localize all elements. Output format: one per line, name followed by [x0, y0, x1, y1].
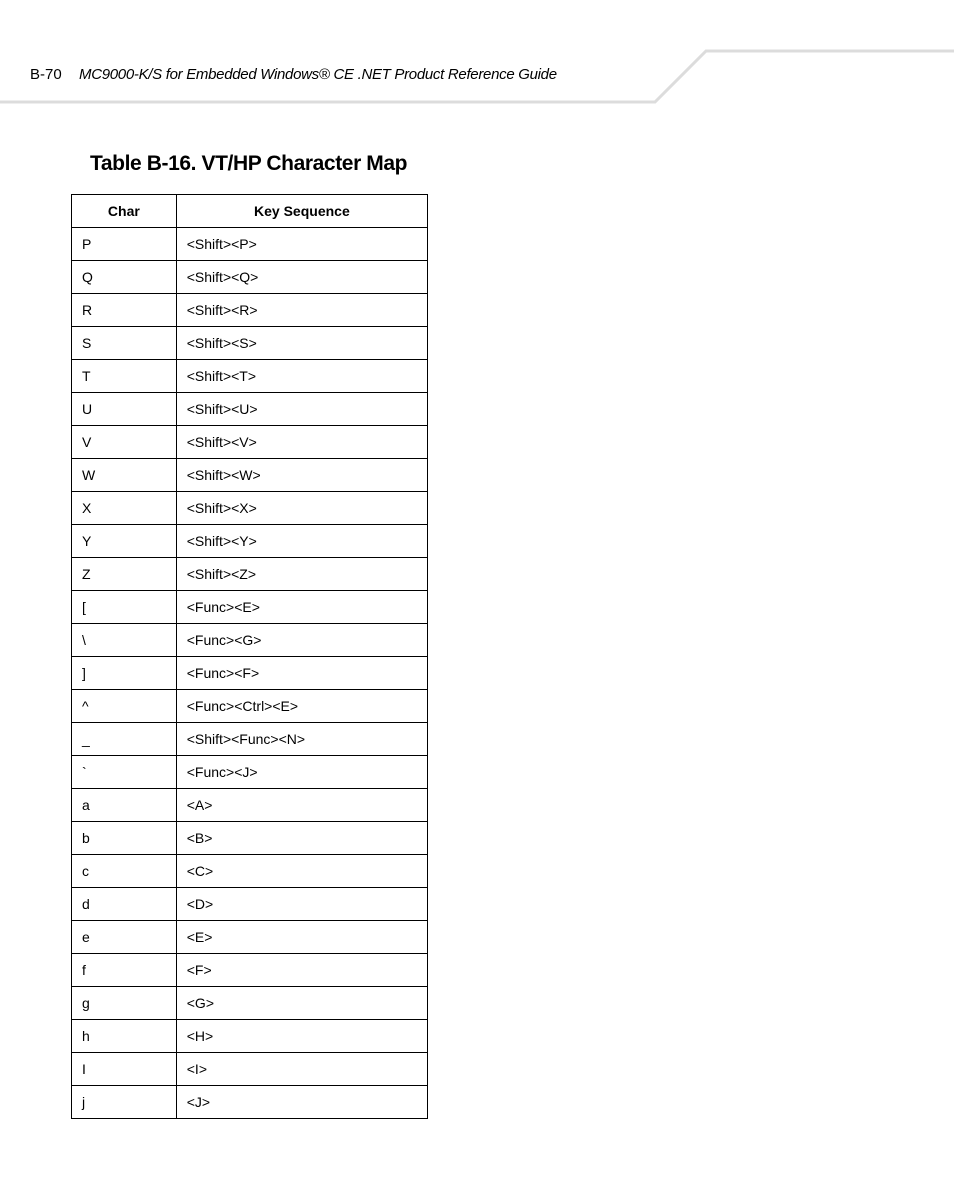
- table-row: [72, 1086, 428, 1119]
- char-cell: V: [72, 426, 177, 459]
- key-sequence-cell: <Shift><Q>: [176, 261, 427, 294]
- key-sequence-cell: <Shift><Z>: [176, 558, 427, 591]
- table-row: [72, 327, 428, 360]
- char-cell: W: [72, 459, 177, 492]
- table-row: [72, 492, 428, 525]
- key-sequence-cell: <Shift><U>: [176, 393, 427, 426]
- table-row: [72, 888, 428, 921]
- table-row: [72, 822, 428, 855]
- table-row: [72, 459, 428, 492]
- character-map-table: [71, 194, 428, 1119]
- char-cell: T: [72, 360, 177, 393]
- table-row: [72, 1053, 428, 1086]
- key-sequence-cell: <F>: [176, 954, 427, 987]
- char-cell: b: [72, 822, 177, 855]
- table-row: [72, 657, 428, 690]
- key-sequence-cell: <Shift><Func><N>: [176, 723, 427, 756]
- table-header-row: [72, 195, 428, 228]
- char-cell: e: [72, 921, 177, 954]
- char-cell: S: [72, 327, 177, 360]
- char-cell: [: [72, 591, 177, 624]
- char-cell: I: [72, 1053, 177, 1086]
- table-row: [72, 558, 428, 591]
- key-sequence-cell: <Func><E>: [176, 591, 427, 624]
- header-rule: [0, 0, 954, 110]
- char-cell: \: [72, 624, 177, 657]
- table-body: [72, 228, 428, 1119]
- key-sequence-cell: <C>: [176, 855, 427, 888]
- key-sequence-cell: <Shift><T>: [176, 360, 427, 393]
- key-sequence-cell: <E>: [176, 921, 427, 954]
- key-sequence-cell: <Shift><X>: [176, 492, 427, 525]
- char-cell: ]: [72, 657, 177, 690]
- char-cell: Z: [72, 558, 177, 591]
- key-sequence-cell: <I>: [176, 1053, 427, 1086]
- table-row: [72, 426, 428, 459]
- table-row: [72, 393, 428, 426]
- key-sequence-cell: <Func><J>: [176, 756, 427, 789]
- table-row: [72, 360, 428, 393]
- table-row: [72, 921, 428, 954]
- table-row: [72, 624, 428, 657]
- column-header-key-sequence: Key Sequence: [176, 195, 427, 228]
- char-cell: j: [72, 1086, 177, 1119]
- key-sequence-cell: <Func><F>: [176, 657, 427, 690]
- char-cell: P: [72, 228, 177, 261]
- table-row: [72, 723, 428, 756]
- char-cell: h: [72, 1020, 177, 1053]
- table-row: [72, 591, 428, 624]
- table-row: [72, 756, 428, 789]
- char-cell: Q: [72, 261, 177, 294]
- char-cell: R: [72, 294, 177, 327]
- key-sequence-cell: <D>: [176, 888, 427, 921]
- table-row: [72, 261, 428, 294]
- table-title: Table B-16. VT/HP Character Map: [90, 152, 408, 175]
- table-row: [72, 954, 428, 987]
- table-row: [72, 987, 428, 1020]
- table-row: [72, 525, 428, 558]
- key-sequence-cell: <H>: [176, 1020, 427, 1053]
- table-row: [72, 855, 428, 888]
- key-sequence-cell: <Shift><V>: [176, 426, 427, 459]
- table-row: [72, 690, 428, 723]
- key-sequence-cell: <Shift><R>: [176, 294, 427, 327]
- table-row: [72, 789, 428, 822]
- key-sequence-cell: <Shift><W>: [176, 459, 427, 492]
- table-row: [72, 1020, 428, 1053]
- char-cell: f: [72, 954, 177, 987]
- key-sequence-cell: <Func><Ctrl><E>: [176, 690, 427, 723]
- key-sequence-cell: <Shift><S>: [176, 327, 427, 360]
- char-cell: X: [72, 492, 177, 525]
- key-sequence-cell: <A>: [176, 789, 427, 822]
- char-cell: _: [72, 723, 177, 756]
- key-sequence-cell: <Func><G>: [176, 624, 427, 657]
- char-cell: ^: [72, 690, 177, 723]
- key-sequence-cell: <Shift><P>: [176, 228, 427, 261]
- key-sequence-cell: <G>: [176, 987, 427, 1020]
- column-header-char: Char: [72, 195, 177, 228]
- key-sequence-cell: <Shift><Y>: [176, 525, 427, 558]
- char-cell: U: [72, 393, 177, 426]
- page-number: B-70: [30, 66, 62, 83]
- char-cell: Y: [72, 525, 177, 558]
- char-cell: `: [72, 756, 177, 789]
- char-cell: d: [72, 888, 177, 921]
- table-row: [72, 228, 428, 261]
- char-cell: g: [72, 987, 177, 1020]
- key-sequence-cell: <J>: [176, 1086, 427, 1119]
- document-title: MC9000-K/S for Embedded Windows® CE .NET Product Reference Guide: [79, 66, 557, 83]
- table-row: [72, 294, 428, 327]
- char-cell: a: [72, 789, 177, 822]
- char-cell: c: [72, 855, 177, 888]
- key-sequence-cell: <B>: [176, 822, 427, 855]
